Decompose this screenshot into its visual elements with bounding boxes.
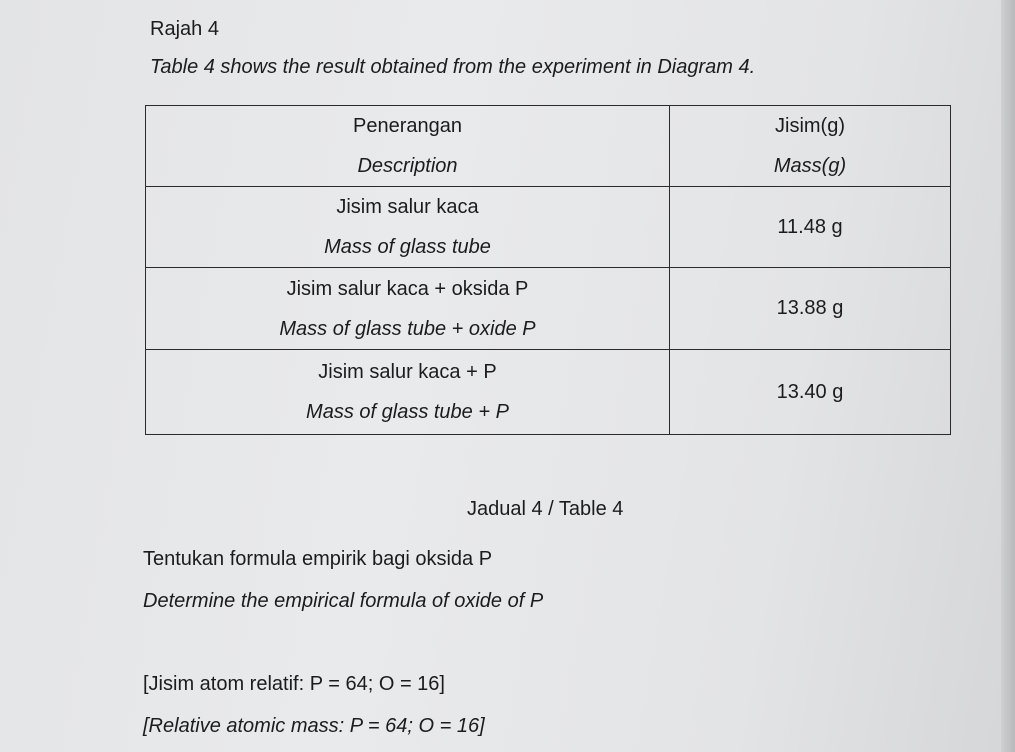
row-desc-en: Mass of glass tube — [324, 236, 491, 258]
row-desc-en: Mass of glass tube + oxide P — [279, 317, 536, 340]
row-mass: 13.40 g — [670, 350, 951, 435]
result-table — [145, 105, 951, 435]
row-mass: 11.48 g — [670, 187, 951, 268]
header-mass — [670, 106, 951, 187]
table-intro: Table 4 shows the result obtained from the experiment in Diagram 4. — [150, 56, 756, 78]
question-malay: Tentukan formula empirik bagi oksida P — [143, 548, 493, 570]
relative-atomic-mass-malay: [Jisim atom relatif: P = 64; O = 16] — [143, 673, 445, 695]
question-english: Determine the empirical formula of oxide of P — [143, 590, 544, 612]
row-mass: 13.88 g — [670, 268, 951, 350]
diagram-heading: Rajah 4 — [150, 18, 219, 40]
header-description-en: Description — [357, 155, 458, 177]
row-desc-my: Jisim salur kaca + P — [318, 361, 497, 383]
row-desc-en: Mass of glass tube + P — [306, 401, 509, 423]
table-row — [146, 268, 951, 350]
header-description-my: Penerangan — [353, 115, 462, 137]
relative-atomic-mass-english: [Relative atomic mass: P = 64; O = 16] — [143, 715, 485, 737]
table-header-row — [146, 106, 951, 187]
row-description — [146, 268, 670, 350]
row-description — [146, 187, 670, 268]
row-desc-my: Jisim salur kaca — [336, 196, 479, 218]
table-row — [146, 350, 951, 435]
table-row — [146, 187, 951, 268]
header-mass-en: Mass(g) — [773, 155, 847, 177]
header-description — [146, 106, 670, 187]
page-edge — [1001, 0, 1015, 752]
row-desc-my: Jisim salur kaca + oksida P — [286, 277, 529, 300]
table-caption: Jadual 4 / Table 4 — [467, 498, 624, 520]
header-mass-my: Jisim(g) — [775, 115, 845, 137]
row-description — [146, 350, 670, 435]
